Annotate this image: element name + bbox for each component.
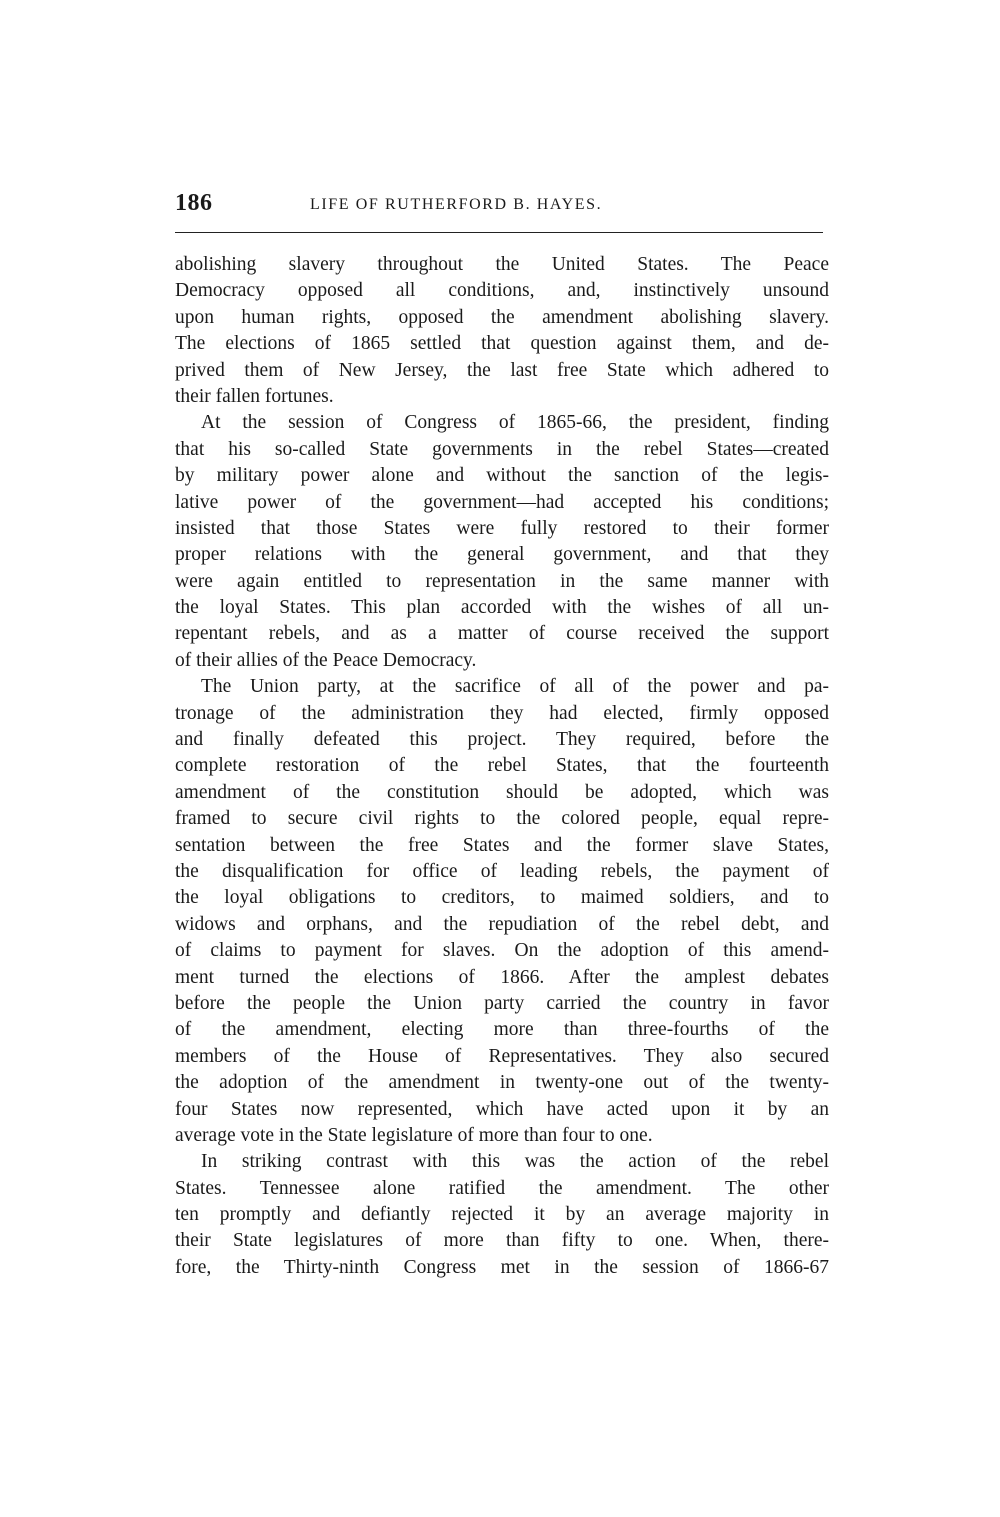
text-line: insisted that those States were fully restored to their former (175, 517, 829, 539)
text-line: the disqualification for office of leading rebels, the payment of (175, 860, 829, 882)
header-rule (175, 232, 823, 233)
text-line: lative power of the government—had accepted his conditions; (175, 491, 829, 513)
text-line: ten promptly and defiantly rejected it by an average majority in (175, 1204, 829, 1226)
text-line: that his so-called State governments in the rebel States—created (175, 438, 829, 460)
text-line: framed to secure civil rights to the colored people, equal repre- (175, 808, 829, 830)
text-line: Democracy opposed all conditions, and, instinctively unsound (175, 280, 829, 302)
text-line: of their allies of the Peace Democracy. (175, 649, 477, 671)
text-line: upon human rights, opposed the amendment abolishing slavery. (175, 306, 829, 328)
running-head: LIFE OF RUTHERFORD B. HAYES. (310, 196, 603, 213)
text-line: the loyal obligations to creditors, to maimed soldiers, and to (175, 887, 829, 909)
text-line: widows and orphans, and the repudiation of the rebel debt, and (175, 913, 829, 935)
text-line: fore, the Thirty-ninth Congress met in the session of 1866-67 (175, 1256, 829, 1278)
text-line: repentant rebels, and as a matter of course received the support (175, 623, 829, 645)
text-line: complete restoration of the rebel States, that the fourteenth (175, 755, 829, 777)
text-line: proper relations with the general government, and that they (175, 544, 829, 566)
text-line: At the session of Congress of 1865-66, the president, finding (201, 412, 829, 434)
text-line: the loyal States. This plan accorded with the wishes of all un- (175, 597, 829, 619)
text-line: sentation between the free States and the former slave States, (175, 834, 829, 856)
text-line: members of the House of Representatives. They also secured (175, 1045, 829, 1067)
text-line: States. Tennessee alone ratified the amendment. The other (175, 1177, 829, 1199)
text-line: abolishing slavery throughout the United States. The Peace (175, 254, 829, 275)
text-line: average vote in the State legislature of more than four to one. (175, 1124, 653, 1146)
text-line: their State legislatures of more than fifty to one. When, there- (175, 1230, 829, 1252)
text-line: In striking contrast with this was the action of the rebel (201, 1151, 829, 1173)
text-line: tronage of the administration they had elected, firmly opposed (175, 702, 829, 724)
text-line: amendment of the constitution should be adopted, which was (175, 781, 829, 803)
text-line: by military power alone and without the sanction of the legis- (175, 465, 829, 487)
text-line: before the people the Union party carried the country in favor (175, 992, 829, 1014)
text-line: four States now represented, which have acted upon it by an (175, 1098, 829, 1120)
text-line: were again entitled to representation in the same manner with (175, 570, 829, 592)
body-text (175, 252, 829, 1281)
text-line: of the amendment, electing more than three-fourths of the (175, 1019, 829, 1041)
page-header (175, 190, 823, 222)
text-line: of claims to payment for slaves. On the adoption of this amend- (175, 940, 829, 962)
text-line: and finally defeated this project. They required, before the (175, 729, 829, 751)
page-number: 186 (175, 190, 213, 216)
text-line: the adoption of the amendment in twenty-one out of the twenty- (175, 1072, 829, 1094)
text-line: prived them of New Jersey, the last free State which adhered to (175, 359, 829, 381)
text-line: The elections of 1865 settled that question against them, and de- (175, 333, 829, 355)
text-line: ment turned the elections of 1866. After the amplest debates (175, 966, 829, 988)
text-line: The Union party, at the sacrifice of all of the power and pa- (201, 676, 829, 698)
text-line: their fallen fortunes. (175, 385, 334, 407)
